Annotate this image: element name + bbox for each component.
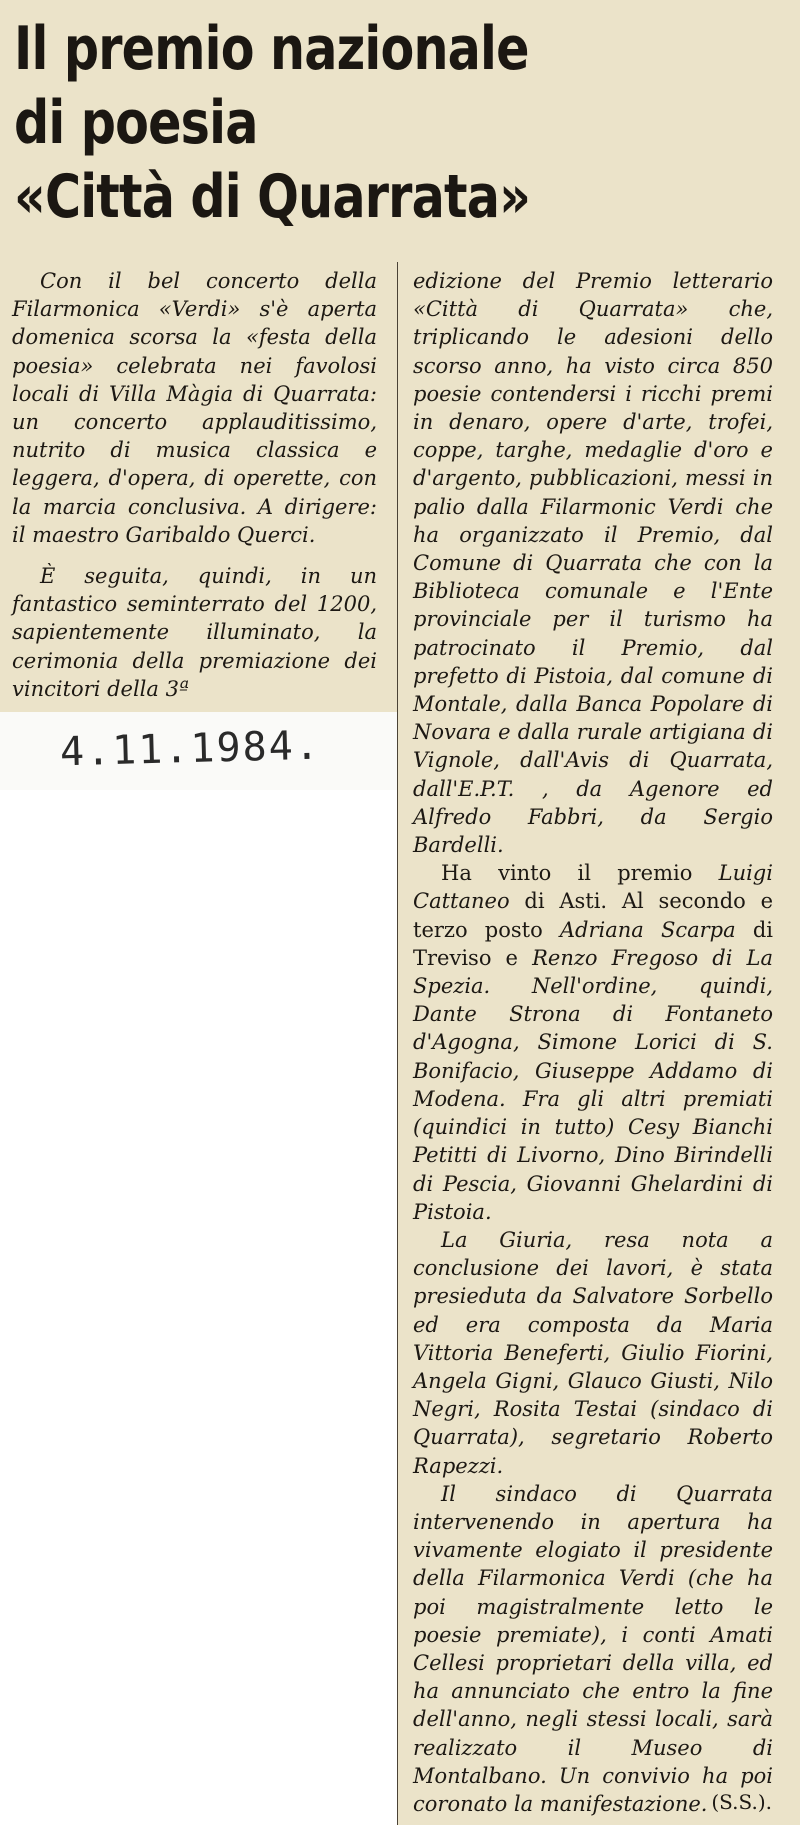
paragraph-winners bbox=[413, 859, 773, 1226]
headline-line-1: Il premio nazionale bbox=[14, 14, 529, 84]
second-name: Adriana Scarpa bbox=[559, 917, 736, 942]
column-divider bbox=[397, 262, 398, 1825]
article-column-right bbox=[413, 267, 773, 1818]
paragraph-edition: edizione del Premio letterario «Città di Quarrata» che, triplicando le adesioni dello scorso anno, ha visto circa 850 poesie contendersi i ricchi premi in denaro, opere d'arte, trofei, coppe, targhe, medaglie d'oro e d'argento, pubblicazioni, messi in palio dalla Filarmonic Verdi che ha organizzato il Premio, dal Comune di Quarrata che con la Biblioteca comunale e l'Ente provinciale per il turismo ha patrocinato il Premio, dal prefetto di Pistoia, dal comune di Montale, dalla Banca Popolare di Novara e dalla rurale artigiana di Vignole, dall'Avis di Quarrata, dall'E.P.T. , da Agenore ed Alfredo Fabbri, da Sergio Bardelli. bbox=[413, 269, 773, 858]
handwritten-date: 4.11.1984. bbox=[59, 722, 322, 776]
headline-line-3: «Città di Quarrata» bbox=[14, 162, 531, 232]
paragraph-ceremony: È seguita, quindi, in un fantastico seminterrato del 1200, sapientemente illuminato, la cerimonia della premiazione dei vincitori della 3ª bbox=[12, 564, 377, 701]
paragraph-jury: La Giuria, resa nota a conclusione dei lavori, è stata presieduta da Salvatore Sorbello ed era composta da Maria Vittoria Beneferti, Giulio Fiorini, Angela Gigni, Glauco Giusti, Nilo Negri, Rosita Testai (sindaco di Quarrata), segretario Roberto Rapezzi. bbox=[413, 1227, 773, 1478]
winner-name: Luigi Cattaneo bbox=[413, 861, 773, 914]
second-town: di Treviso e bbox=[413, 917, 773, 970]
headline bbox=[14, 12, 531, 234]
author-signature: (S.S.). bbox=[711, 1790, 772, 1814]
blank-area bbox=[0, 790, 397, 1825]
other-winners: Renzo Fregoso di La Spezia. Nell'ordine, quindi, Dante Strona di Fontaneto d'Agogna, Simone Lorici di S. Bonifacio, Giuseppe Addamo di Modena. Fra gli altri premiati (quindici in tutto) Cesy Bianchi Petitti di Livorno, Dino Birindelli di Pescia, Giovanni Ghelardini di Pistoia. bbox=[413, 945, 773, 1224]
paragraph-concert: Con il bel concerto della Filarmonica «Verdi» s'è aperta domenica scorsa la «festa della poesia» celebrata nei favolosi locali di Villa Màgia di Quarrata: un concerto applauditissimo, nutrito di musica classica e leggera, d'opera, di operette, con la marcia conclusiva. A dirigere: il maestro Garibaldo Querci. bbox=[12, 269, 377, 547]
winner-town: di Asti. Al secondo e terzo posto bbox=[413, 889, 773, 942]
article-column-left bbox=[12, 267, 377, 703]
headline-line-2: di poesia bbox=[14, 88, 258, 158]
paragraph-mayor: Il sindaco di Quarrata intervenendo in apertura ha vivamente elogiato il presidente della Filarmonica Verdi (che ha poi magistralmente letto le poesie premiate), i conti Amati Cellesi proprietari della villa, ed ha annunciato che entro la fine dell'anno, negli stessi locali, sarà realizzato il Museo di Montalbano. Un convivio ha poi coronato la manifestazione. bbox=[413, 1481, 773, 1816]
winners-intro: Ha vinto il premio bbox=[441, 861, 693, 886]
